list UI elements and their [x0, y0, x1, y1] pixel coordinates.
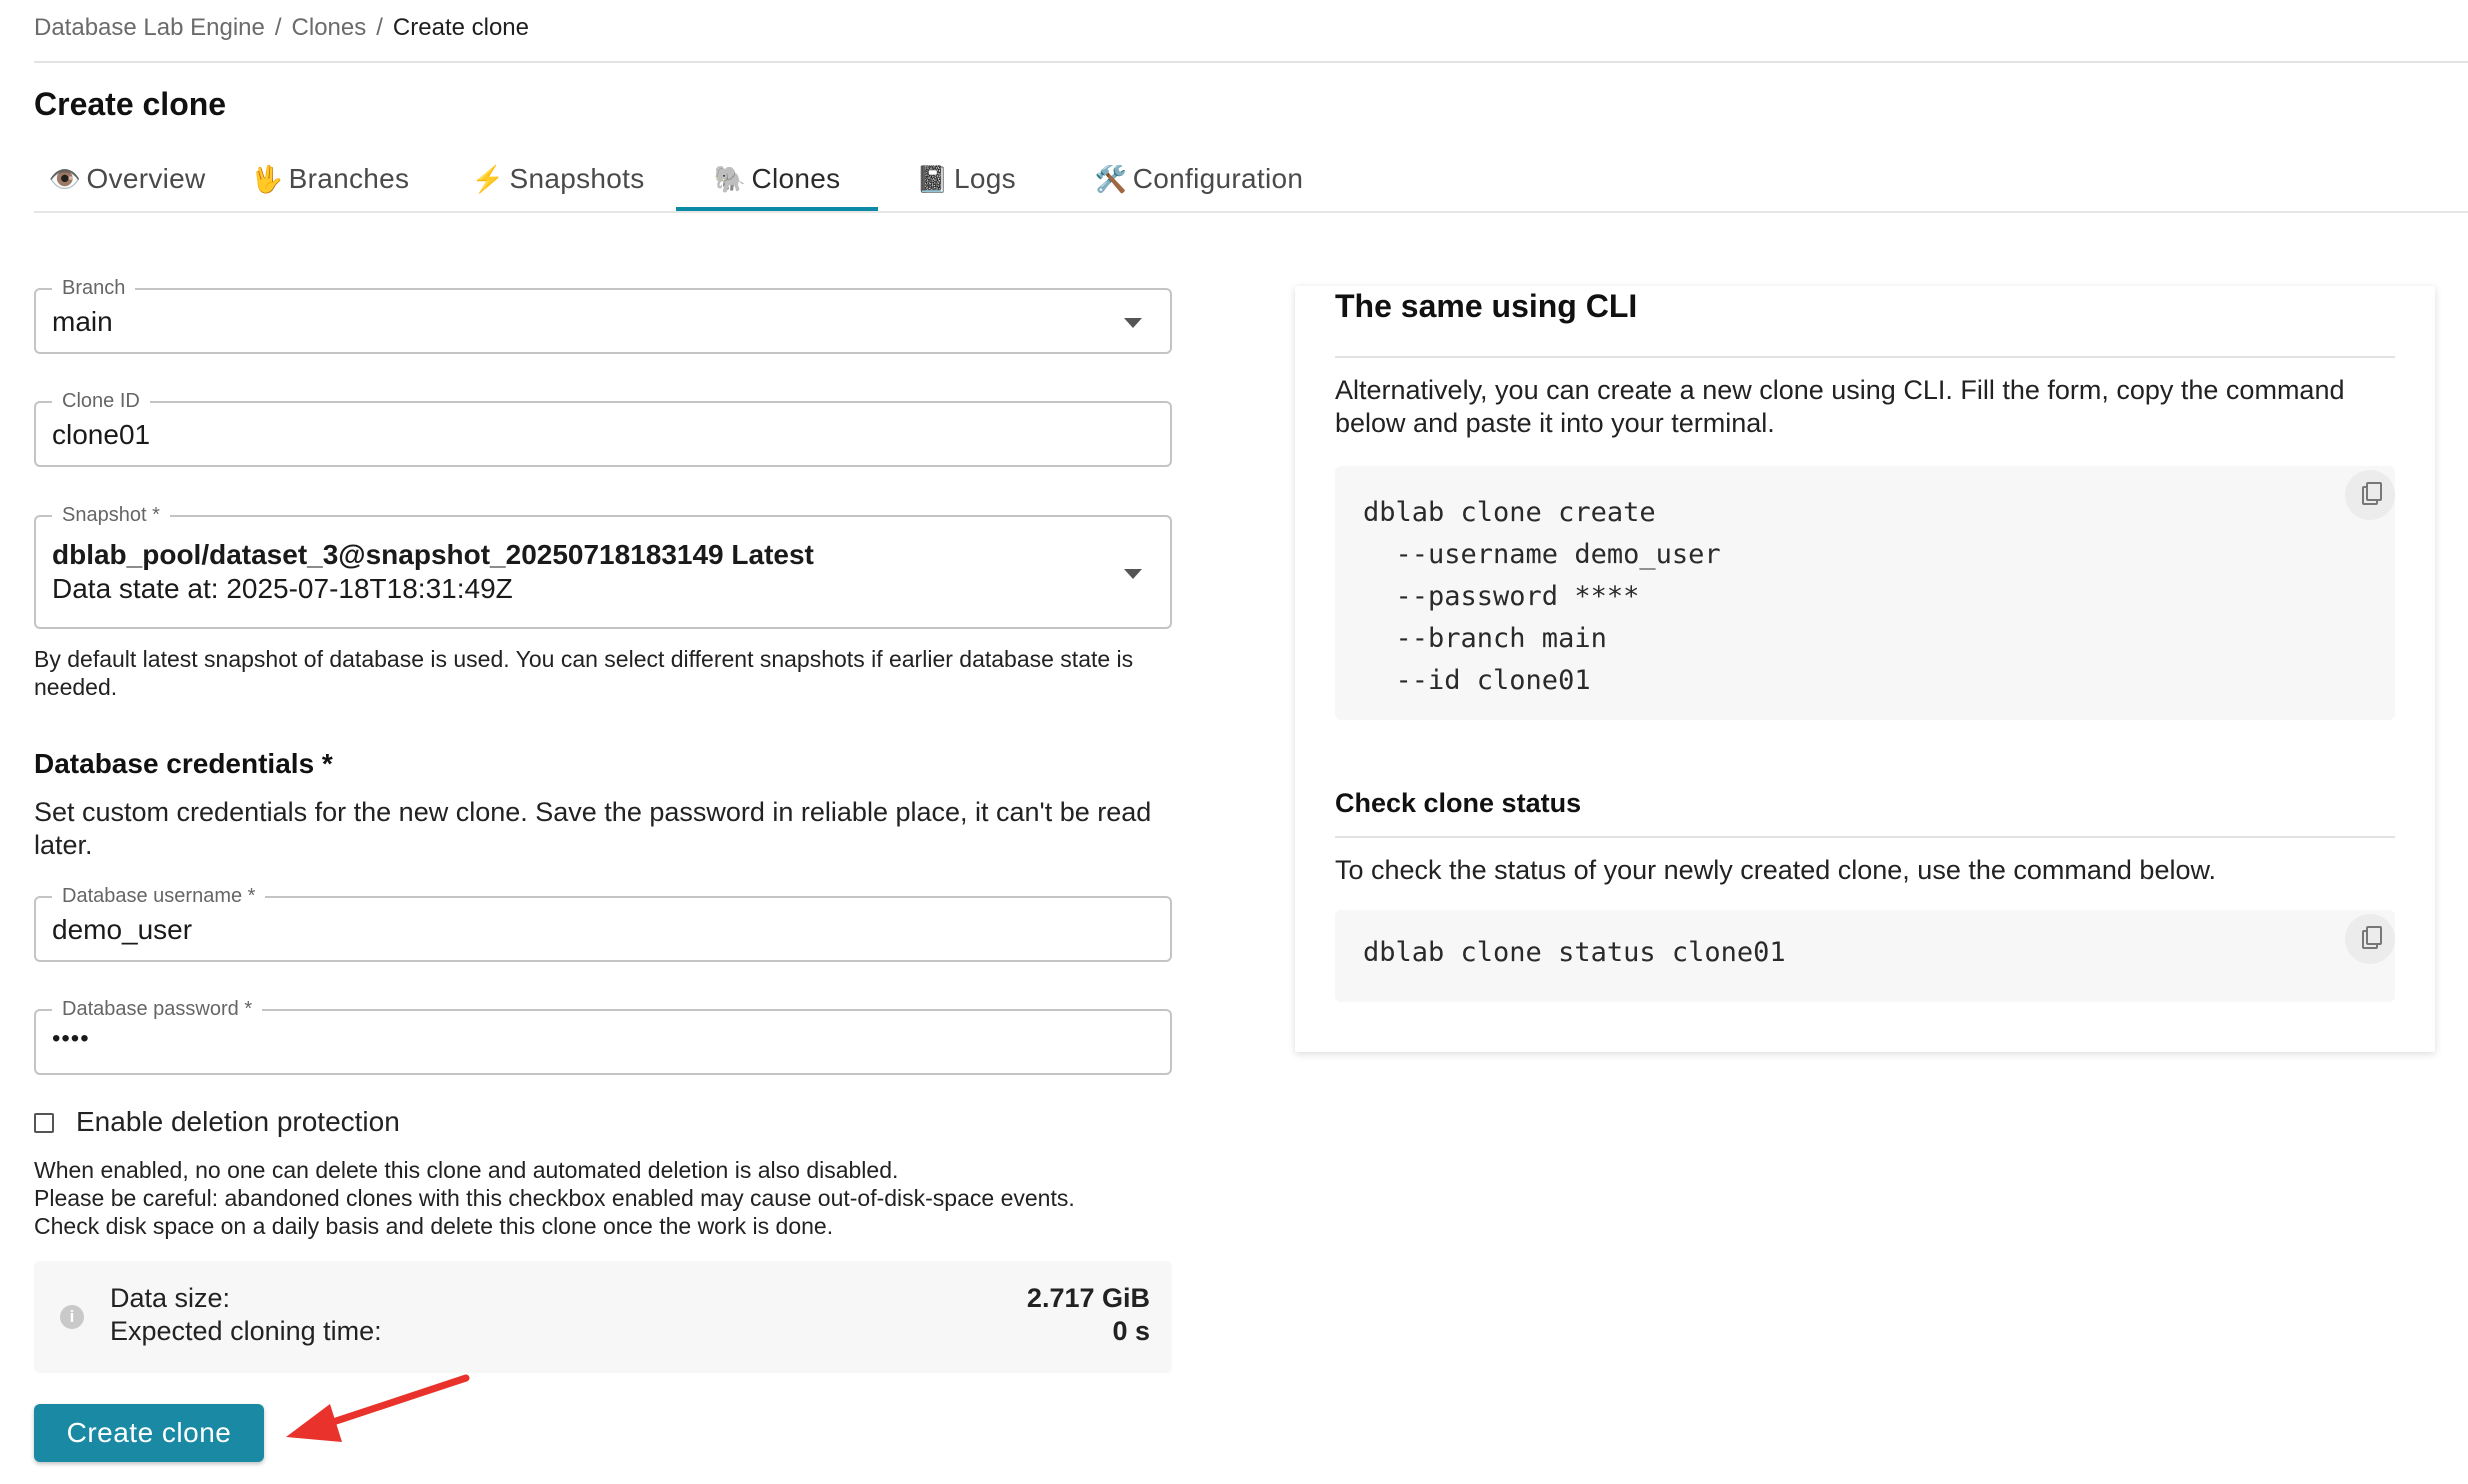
- tab-label: Clones: [751, 163, 841, 194]
- tab-overview[interactable]: [34, 146, 220, 212]
- cli-divider: [1335, 356, 2395, 358]
- password-value[interactable]: ••••: [52, 1025, 90, 1052]
- deletion-protection-checkbox[interactable]: [34, 1113, 54, 1133]
- eye-icon: 👁️: [48, 163, 82, 194]
- username-value[interactable]: demo_user: [52, 914, 193, 945]
- credentials-title: Database credentials *: [34, 748, 333, 779]
- tab-configuration[interactable]: [1054, 146, 1344, 212]
- status-description: To check the status of your newly created clone, use the command below.: [1335, 855, 2216, 885]
- create-clone-button[interactable]: Create clone: [34, 1404, 264, 1462]
- breadcrumb-current: Create clone: [392, 14, 529, 41]
- status-divider: [1335, 836, 2395, 838]
- snapshot-data-state: Data state at: 2025-07-18T18:31:49Z: [52, 573, 513, 604]
- breadcrumb-link-clones[interactable]: Clones: [291, 14, 367, 41]
- vulcan-hand-icon: 🖖: [250, 163, 284, 194]
- branch-value: main: [52, 306, 113, 337]
- snapshot-value: dblab_pool/dataset_3@snapshot_20250718183149 Latest: [52, 539, 814, 570]
- status-command-text[interactable]: dblab clone status clone01: [1363, 937, 1786, 968]
- cli-description: Alternatively, you can create a new clone using CLI. Fill the form, copy the command below and paste it into your terminal.: [1335, 375, 2345, 438]
- breadcrumb-separator: /: [376, 14, 383, 41]
- chevron-down-icon: [1124, 318, 1142, 328]
- elephant-icon: 🐘: [713, 163, 747, 194]
- breadcrumb-link-dle[interactable]: Database Lab Engine: [34, 14, 265, 41]
- cloning-time-label: Expected cloning time:: [110, 1316, 382, 1346]
- tab-label: Overview: [86, 163, 206, 194]
- annotation-arrow-icon: [280, 1370, 480, 1450]
- clone-id-value[interactable]: clone01: [52, 419, 151, 450]
- branch-label: Branch: [52, 276, 135, 300]
- clone-info-box: [34, 1261, 1172, 1373]
- copy-create-command-button[interactable]: [2345, 470, 2395, 520]
- create-command-text[interactable]: dblab clone create --username demo_user --password **** --branch main --id clone01: [1363, 497, 1721, 696]
- status-command-box: [1335, 910, 2395, 1002]
- tab-clones[interactable]: [676, 146, 878, 212]
- clone-id-field[interactable]: [34, 390, 1172, 467]
- create-command-box: [1335, 466, 2395, 720]
- credentials-description: Set custom credentials for the new clone. Save the password in reliable place, it can't be read later.: [34, 797, 1152, 860]
- data-size-value: 2.717 GiB: [1026, 1283, 1150, 1313]
- branch-select[interactable]: [34, 277, 1172, 354]
- tab-label: Snapshots: [509, 163, 645, 194]
- tabs-divider: [34, 211, 2468, 213]
- tab-logs[interactable]: [878, 146, 1054, 212]
- chevron-down-icon: [1124, 569, 1142, 579]
- data-size-label: Data size:: [110, 1283, 231, 1313]
- lightning-icon: ⚡: [471, 163, 505, 194]
- notebook-icon: 📓: [916, 163, 949, 194]
- snapshot-label: Snapshot *: [52, 503, 170, 527]
- breadcrumb-separator: /: [274, 14, 282, 41]
- password-field[interactable]: [34, 998, 1172, 1075]
- tab-snapshots[interactable]: [440, 146, 676, 212]
- tools-icon: 🛠️: [1094, 163, 1128, 194]
- snapshot-helper-text: By default latest snapshot of database is used. You can select different snapshots if earlier database state is needed.: [34, 646, 1134, 700]
- check-status-title: Check clone status: [1335, 788, 1582, 818]
- tab-label: Configuration: [1132, 163, 1304, 194]
- protection-note-line: Please be careful: abandoned clones with this checkbox enabled may cause out-of-disk-space events.: [34, 1185, 1075, 1211]
- cli-panel: [1295, 286, 2435, 1052]
- protection-note-line: Check disk space on a daily basis and delete this clone once the work is done.: [34, 1213, 834, 1239]
- tab-bar: [34, 146, 1364, 212]
- header-divider: [34, 61, 2468, 63]
- info-icon: i: [60, 1305, 84, 1329]
- breadcrumb: [34, 14, 529, 42]
- tab-label: Logs: [954, 163, 1016, 194]
- password-label: Database password *: [52, 997, 262, 1021]
- username-field[interactable]: [34, 885, 1172, 962]
- page-title: Create clone: [34, 86, 227, 122]
- tab-label: Branches: [288, 163, 410, 194]
- deletion-protection-label[interactable]: Enable deletion protection: [76, 1106, 400, 1137]
- snapshot-select[interactable]: [34, 504, 1172, 629]
- copy-icon: [2366, 482, 2382, 501]
- tab-branches[interactable]: [220, 146, 440, 212]
- copy-status-command-button[interactable]: [2345, 914, 2395, 964]
- cloning-time-value: 0 s: [1112, 1316, 1150, 1346]
- deletion-protection-description: [34, 1156, 1075, 1240]
- protection-note-line: When enabled, no one can delete this clone and automated deletion is also disabled.: [34, 1157, 899, 1183]
- cli-title: The same using CLI: [1335, 288, 1638, 324]
- copy-icon: [2366, 926, 2382, 945]
- username-label: Database username *: [52, 884, 265, 908]
- clone-id-label: Clone ID: [52, 389, 150, 413]
